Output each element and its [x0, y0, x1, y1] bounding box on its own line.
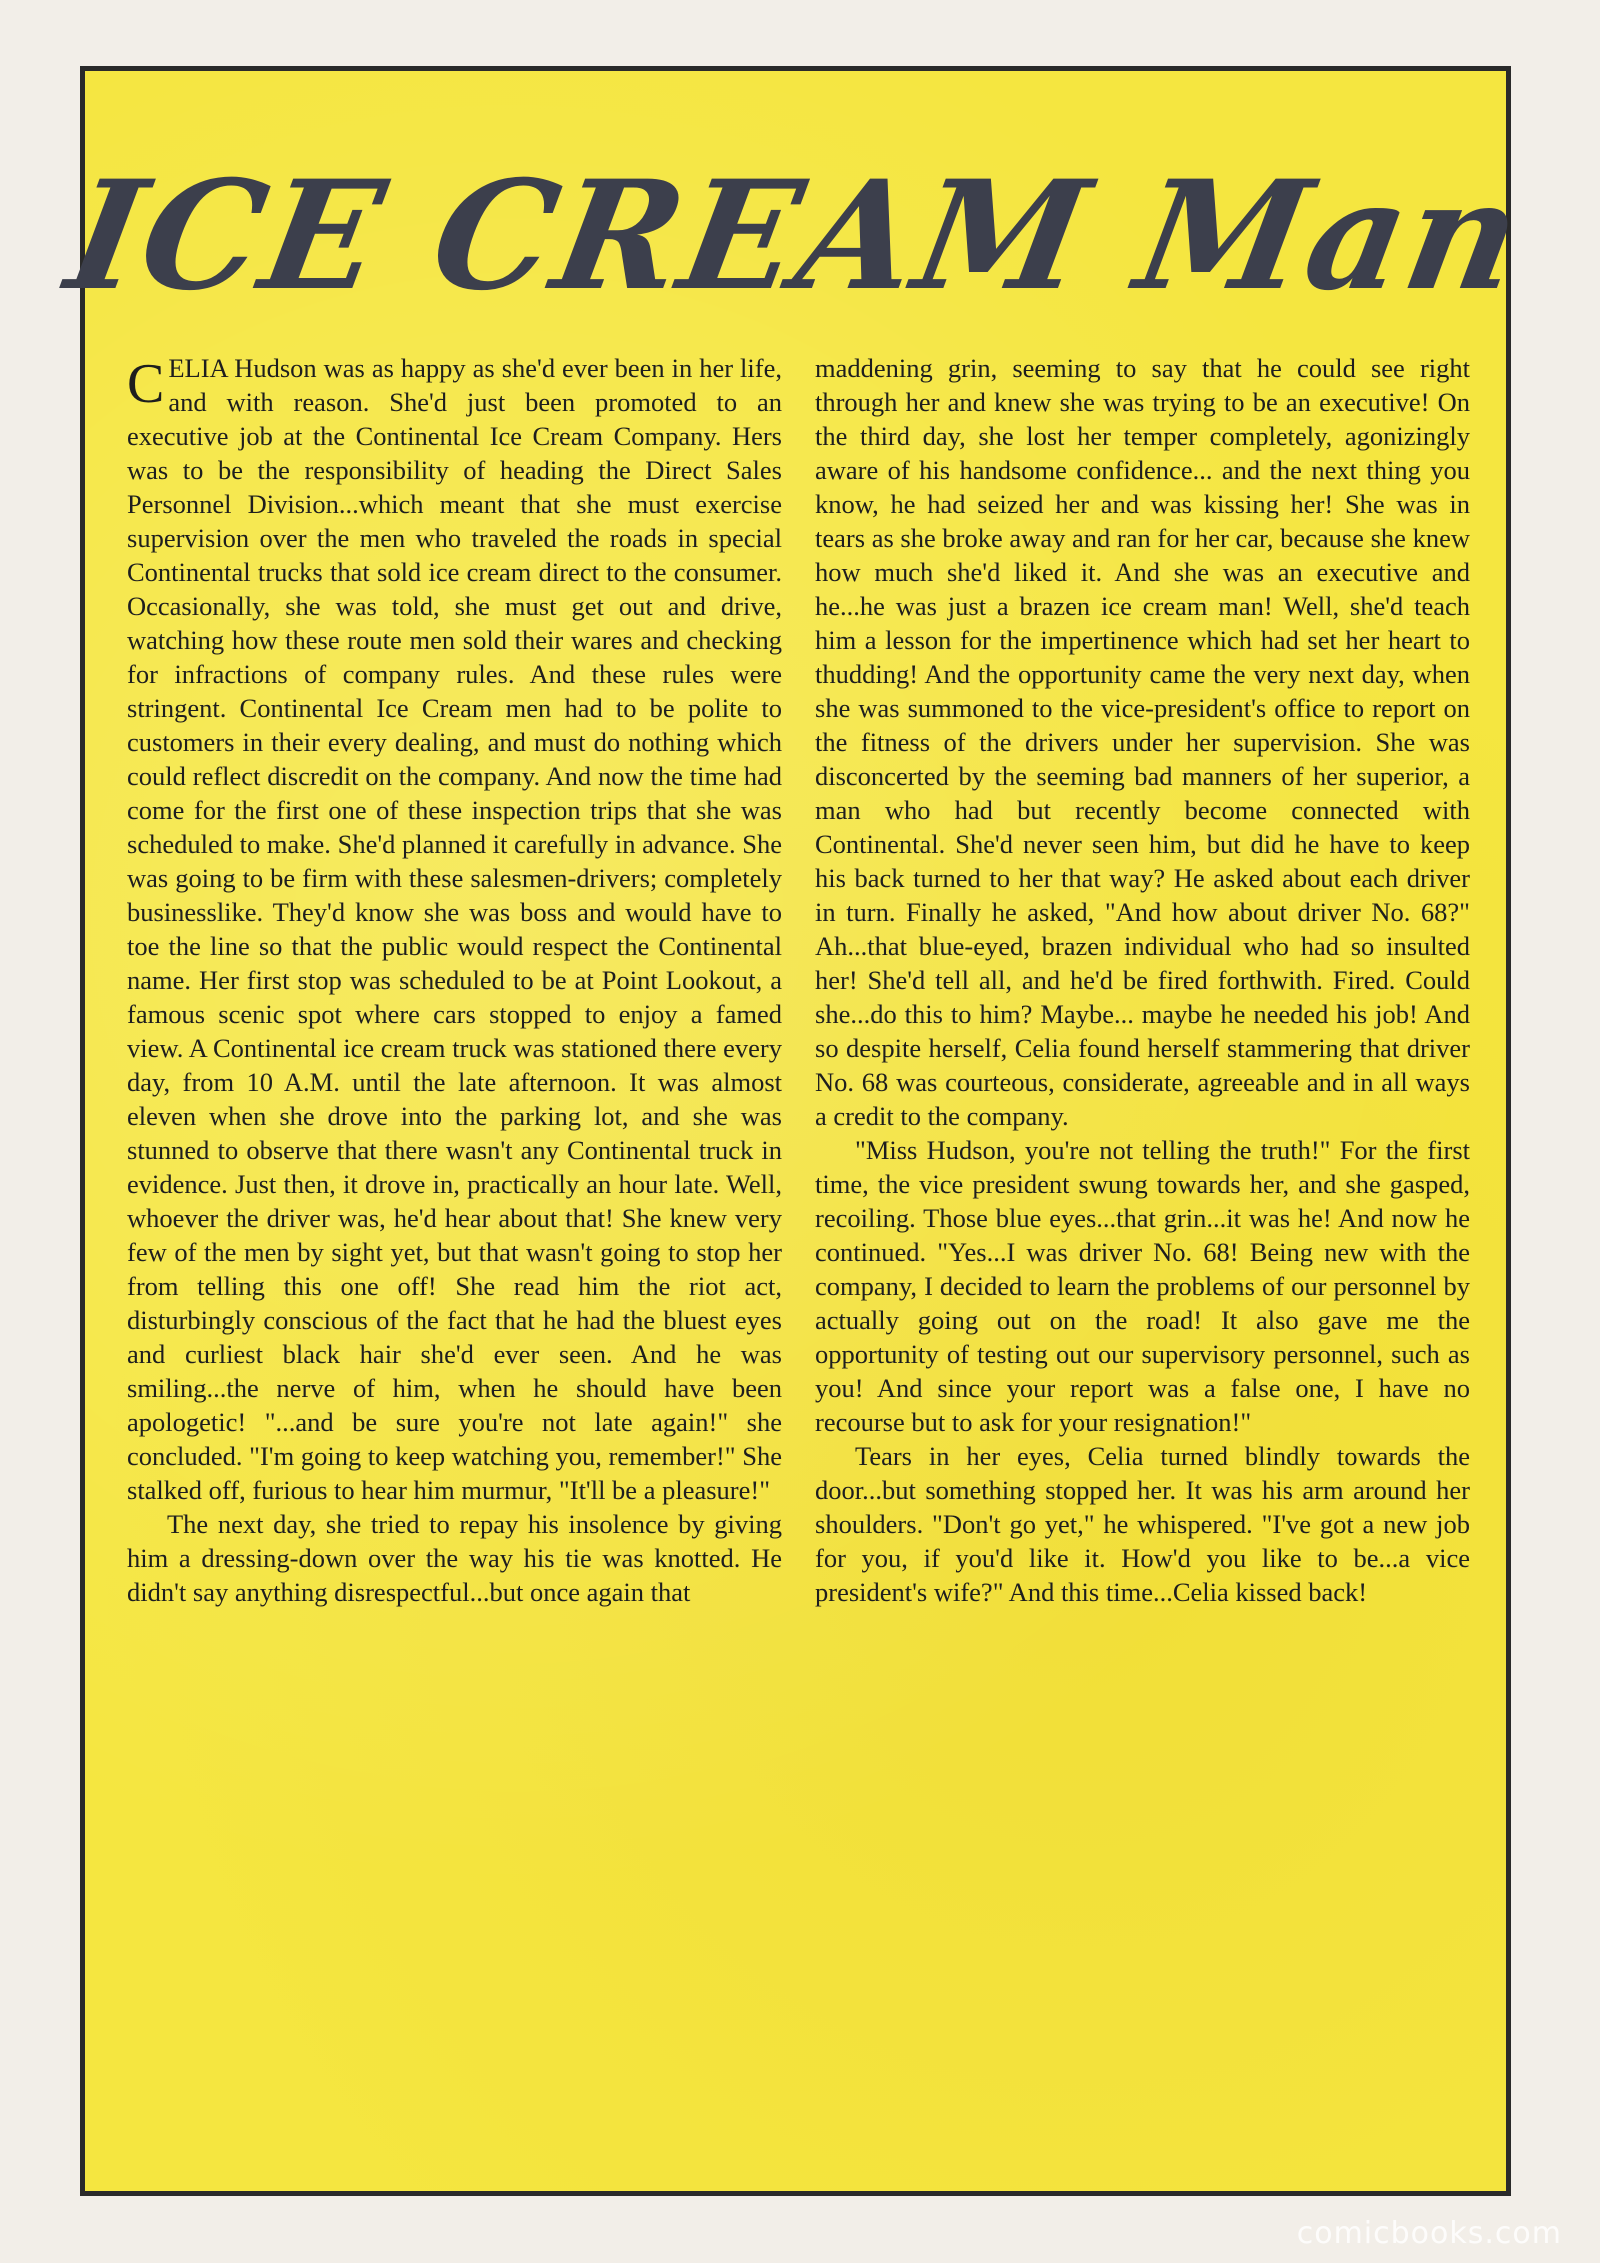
watermark: comicbooks.com: [1296, 2216, 1562, 2251]
drop-cap: C: [127, 353, 165, 415]
paragraph: Tears in her eyes, Celia turned blindly towards the door...but something stopped her. It was his arm around her shoulders. "Don't go yet," he whispered. "I've got a new job for you, if you'd like it. How'd you like to be...a vice president's wife?" And this time...Celia kissed back!: [815, 1441, 1470, 1607]
paragraph: maddening grin, seeming to say that he could see right through her and knew she was trying to be an executive! On the third day, she lost her temper completely, agonizingly aware of his handsome confidence... and the next thing you know, he had seized her and was kissing her! She was in tears as she broke away and ran for her car, because she knew how much she'd liked it. And she was an executive and he...he was just a brazen ice cream man! Well, she'd teach him a lesson for the impertinence which had set her heart to thudding! And the opportunity came the very next day, when she was summoned to the vice-president's office to report on the fitness of the drivers under her supervision. She was disconcerted by the seeming bad manners of her superior, a man who had but recently become connected with Continental. She'd never seen him, but did he have to keep his back turned to her that way? He asked about each driver in turn. Finally he asked, "And how about driver No. 68?" Ah...that blue-eyed, brazen individual who had so insulted her! She'd tell all, and he'd be fired forthwith. Fired. Could she...do this to him? Maybe... maybe he needed his job! And so despite herself, Celia found herself stammering that driver No. 68 was courteous, considerate, agreeable and in all ways a credit to the company.: [815, 353, 1470, 1131]
story-panel: [56, 66, 1535, 2196]
story-title: ICE CREAM Man: [56, 148, 1535, 324]
text-column-right: [815, 351, 1470, 2131]
text-columns: [127, 351, 1470, 2131]
paragraph: "Miss Hudson, you're not telling the truth!" For the first time, the vice president swung towards her, and she gasped, recoiling. Those blue eyes...that grin...it was he! And now he continued. "Yes...I was driver No. 68! Being new with the company, I decided to learn the problems of our personnel by actually going out on the road! It also gave me the opportunity of testing out our supervisory personnel, such as you! And since your report was a false one, I have no recourse but to ask for your resignation!": [815, 1135, 1470, 1437]
text-column-left: [127, 351, 782, 2131]
paragraph-text: ELIA Hudson was as happy as she'd ever been in her life, and with reason. She'd just been promoted to an executive job at the Continental Ice Cream Company. Hers was to be the responsibility of heading the Direct Sales Personnel Division...which meant that she must exercise supervision over the men who traveled the roads in special Continental trucks that sold ice cream direct to the consumer. Occasionally, she was told, she must get out and drive, watching how these route men sold their wares and checking for infractions of company rules. And these rules were stringent. Continental Ice Cream men had to be polite to customers in their every dealing, and must do nothing which could reflect discredit on the company. And now the time had come for the first one of these inspection trips that she was scheduled to make. She'd planned it carefully in advance. She was going to be firm with these salesmen-drivers; completely businesslike. They'd know she was boss and would have to toe the line so that the public would respect the Continental name. Her first stop was scheduled to be at Point Lookout, a famous scenic spot where cars stopped to enjoy a famed view. A Continental ice cream truck was stationed there every day, from 10 A.M. until the late afternoon. It was almost eleven when she drove into the parking lot, and she was stunned to observe that there wasn't any Continental truck in evidence. Just then, it drove in, practically an hour late. Well, whoever the driver was, he'd hear about that! She knew very few of the men by sight yet, but that wasn't going to stop her from telling this one off! She read him the riot act, disturbingly conscious of the fact that he had the bluest eyes and curliest black hair she'd ever seen. And he was smiling...the nerve of him, when he should have been apologetic! "...and be sure you're not late again!" she concluded. "I'm going to keep watching you, remember!" She stalked off, furious to hear him murmur, "It'll be a pleasure!": [127, 353, 782, 1505]
paragraph: [127, 351, 782, 1507]
paragraph: The next day, she tried to repay his insolence by giving him a dressing-down over the way his tie was knotted. He didn't say anything disrespectful...but once again that: [127, 1509, 782, 1607]
